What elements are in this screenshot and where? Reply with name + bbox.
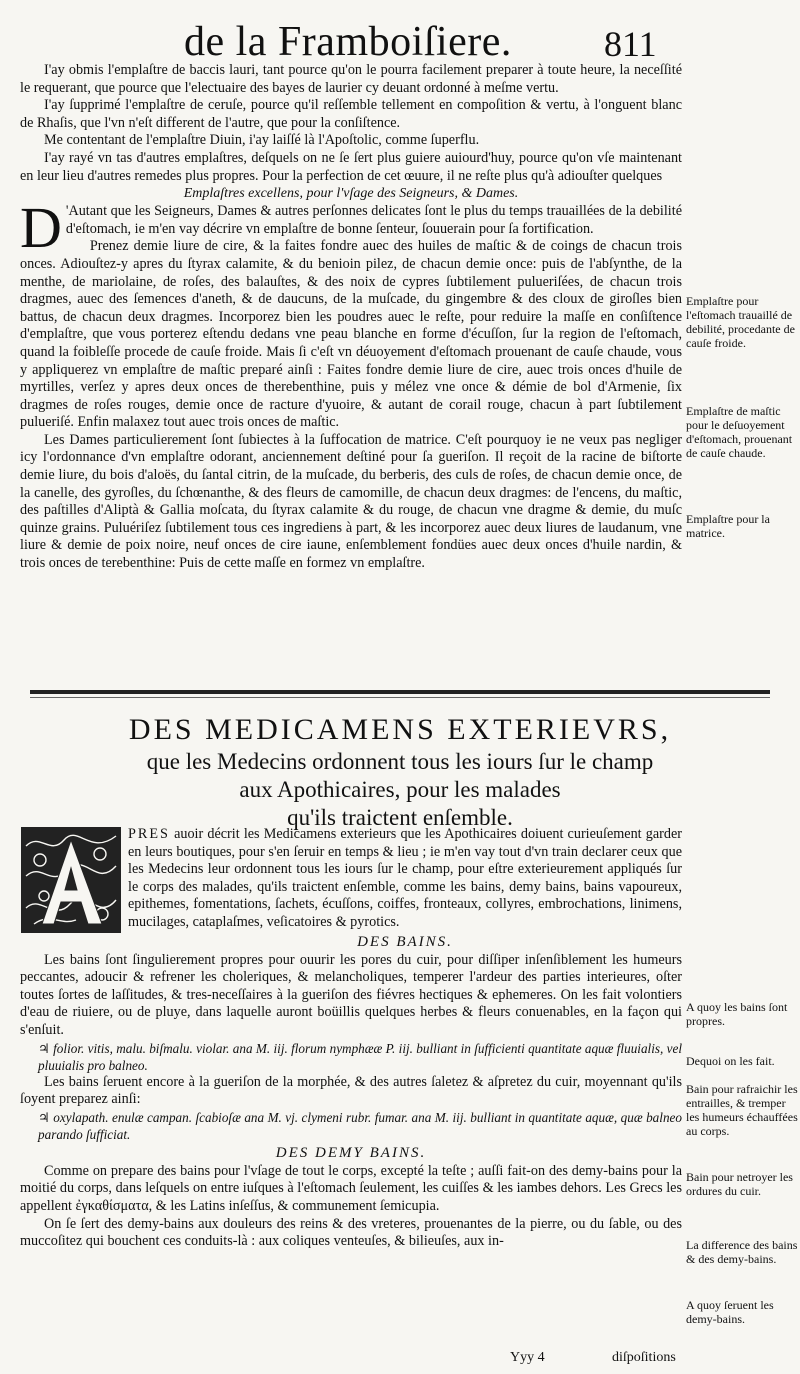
dropcap-paragraph (20, 195, 682, 261)
intro-paragraph (20, 826, 682, 932)
subsection-heading-demy-bains: DES DEMY BAINS. (275, 1144, 427, 1161)
margin-note: Emplaſtre pour la matrice. (686, 512, 770, 540)
margin-note: Bain pour rafraichir les entrailles, & tremper les humeurs échauffées au corps. (686, 1082, 798, 1138)
dropcap-paragraph-text: 'Autant que les Seigneurs, Dames & autres perſonnes delicates ſont le plus du temps trauaillées de la debilité d'eſtomach, ie m'en vay décrire vn emplaſtre de bonne ſenteur, ſouuerain pour ſa fortification. (65, 203, 682, 237)
ornamental-initial-a-icon (20, 826, 122, 934)
recipe: ♃ oxylapath. enulæ campan. ſcabioſæ ana M. vj. clymeni rubr. fumar. ana M. iij. bulliant in quantitate aquæ, quæ balneo parando ſufficiat. (38, 1109, 682, 1142)
paragraph: I'ay ſupprimé l'emplaſtre de ceruſe, pource qu'il reſſemble tellement en compoſition & vertu, à l'onguent blanc de Rhaſis, que l'vn n'eſt different de l'autre, que pour la conſiſtence. (20, 97, 682, 131)
paragraph: I'ay obmis l'emplaſtre de baccis lauri, tant pource qu'on le pourra facilement preparer à toute heure, la neceſſité le requerant, que pource que l'electuaire des bayes de laurier cy deuant ordonné à meſme vertu. (20, 62, 682, 96)
paragraph: Les bains ſeruent encore à la gueriſon de la morphée, & des autres ſaletez & aſpretez du cuir, moyennant qu'ils ſoyent preparez ainſi: (20, 1073, 682, 1108)
paragraph: Les bains ſont ſingulierement propres pour ouurir les pores du cuir, pour diſſiper inſenſiblement les humeurs peccantes, adoucir & refrener les choleriques, & melancholiques, temperer l'ardeur des parties interieures, oſter toutes ſortes de laſſitudes, & tres-neceſſaires à la gueriſon des fiévres hectiques & ephemeres. On les fait volontiers d'eau de riuiere, ou de pluye, dans laquelle auront boüillis quelques herbes & fleurs conuenables, en la façon qui s'enſuit. (20, 951, 682, 1038)
chapter-title-line: que les Medecins ordonnent tous les iours ſur le champ (146, 749, 654, 774)
margin-note: A quoy les bains ſont propres. (686, 1000, 788, 1028)
paragraph: On ſe ſert des demy-bains aux douleurs des reins & des vreteres, prouenantes de la pierre, ou du ſable, ou des muccoſitez qui bouchent ces conduits-là : aux coliques venteuſes, & bilieuſes, aux in- (20, 1215, 682, 1250)
chapter-title-line: qu'ils traictent enſemble. (287, 805, 513, 830)
margin-note: Emplaſtre de maſtic pour le deſuoyement d'eſtomach, prouenant de cauſe chaude. (686, 404, 793, 460)
chapter-title-line: DES MEDICAMENS EXTERIEVRS, (128, 713, 672, 746)
paragraph: I'ay rayé vn tas d'autres emplaſtres, deſquels on ne ſe ſert plus guiere auiourd'huy, pource qu'on vſe maintenant en leur lieu d'autres remedes plus propres. Pour la perfection de cet œuure, il ne reſte plus qu'à adiouſter quelques (20, 149, 682, 184)
paragraph: Les Dames particulierement ſont ſubiectes à la ſuffocation de matrice. C'eſt pourquoy ie ne veux pas negliger icy l'ordonnance d'vn emplaſtre odorant, anciennement deſtiné pour ſa gueriſon. Il reçoit de la racine de biſtorte demie liure, du bois d'aloës, du ſantal citrin, de la muſcade, du berberis, des culs de roſes, de chacun demie once, de la canelle, des gyroſles, du ſchœnanthe, & des fleurs de camomille, de chacun deux dragmes: de l'encens, du maſtic, des paſtilles d'Aliptà & Gallia moſcata, du ſtyrax calamite & du rouge, de chacun vne dragme & demie, du muſc quinze grains. Puluériſez ſubtilement tous ces ingrediens à part, & les incorporez auec deux liures de laudanum, vne liure & demie de poix noire, neuf onces de cire iaune, enſemblement fondües auec deux onces d'huile nardin, & trois onces de terebenthine: Puis de cette maſſe en formez vn emplaſtre. (20, 431, 682, 572)
drop-cap: D (20, 195, 62, 261)
paragraph: Me contentant de l'emplaſtre Diuin, i'ay laiſſé là l'Apoſtolic, comme ſuperflu. (44, 132, 480, 149)
chapter-title-line: aux Apothicaires, pour les malades (239, 777, 561, 802)
section-rule (30, 690, 770, 694)
subsection-heading-bains: DES BAINS. (357, 933, 453, 950)
paragraph: Comme on prepare des bains pour l'vſage de tout le corps, excepté la teſte ; auſſi fait-on des demy-bains pour la moitié du corps, dans leſquels on entre iuſques à l'eſtomach ſeulement, les cuiſſes & les iambes dehors. Les Grecs les appellent ἐγκαθίσματα, & les Latins inſeſſus, & communement ſemicupia. (20, 1162, 682, 1214)
margin-note: Emplaſtre pour l'eſtomach trauaillé de debilité, procedante de cauſe froide. (686, 294, 795, 350)
margin-note: Dequoi on les fait. (686, 1054, 775, 1068)
margin-note: Bain pour netroyer les ordures du cuir. (686, 1170, 793, 1198)
section-heading: Emplaſtres excellens, pour l'vſage des Seigneurs, & Dames. (183, 186, 519, 202)
section-rule-ornament (30, 697, 770, 698)
chapter-title (0, 712, 800, 832)
margin-note: A quoy ſeruent les demy-bains. (686, 1298, 774, 1326)
section-emplastres (20, 62, 682, 573)
catchword: diſpoſitions (612, 1350, 676, 1365)
recipe: ♃ folior. vitis, malu. biſmalu. violar. ana M. iij. florum nymphææ P. iij. bulliant in ſufficienti quantitate aquæ fluuialis, vel pluuialis pro balneo. (38, 1040, 682, 1073)
intro-paragraph-text: auoir décrit les Medicamens exterieurs que les Apothicaires doiuent curieuſement garder en leurs boutiques, pour s'en ſeruir en temps & lieu ; ie m'en vay tout d'vn train declarer ceux que les Medecins leur ordonnent tous les iours ſur le champ, pour eſtre exterieurement appliqués ſur le corps des malades, qu'ils traictent enſemble, comme les bains, demy bains, bains vapoureux, epithemes, fomentations, ſachets, écuſſons, coiffes, fronteaux, collyres, embrochations, linimens, mucilages, cataplaſmes, veſicatoires & pyrotics. (128, 826, 682, 930)
section-medicamens (20, 826, 682, 1251)
margin-note: La difference des bains & des demy-bains. (686, 1238, 798, 1266)
paragraph: Prenez demie liure de cire, & la faites fondre auec des huiles de maſtic & de coings de chacun trois onces. Adiouſtez-y apres du ſtyrax calamite, & du benioin pilez, de chacun demie once: puis de l'abſynthe, de la menthe, de mariolaine, de roſes, des balauſtes, & des noix de cypres ſubtilement pulueriſées, de chacun trois dragmes, auec des ſemences d'aneth, & de daucuns, de la muſcade, du gingembre & des cloux de giroſles bien battus, de chacun deux dragmes. Incorporez bien les poudres auec le reſte, pour reduire la maſſe en conſiſtence d'emplaſtre, que vous porterez eſtendu dedans vne peau blanche en forme d'écuſſon, ſur la region de l'eſtomach, quand la foibleſſe procede de cauſe froide. Mais ſi c'eſt vn déuoyement d'eſtomach prouenant de cauſe chaude, vous y appliquerez vn emplaſtre de maſtic preparé ainſi : Faites fondre demie liure de cire, auec trois onces d'huile de myrtilles, verſez y apres deux onces de therebenthine, puis y mélez vne once & démie de bol d'Armenie, ſix dragmes de roſes rouges, demie once de racture d'yuoire, & autant de corail rouge, chacun à part ſubtilement pulueriſé. Enfin malaxez tout auec trois onces de maſtic. (20, 238, 682, 431)
page-number: 811 (604, 24, 657, 64)
intro-small-caps: PRES (128, 826, 170, 842)
page-footer (0, 1348, 800, 1370)
signature-mark: Yyy 4 (510, 1350, 545, 1365)
running-title: de la Framboiſiere. (184, 19, 512, 65)
